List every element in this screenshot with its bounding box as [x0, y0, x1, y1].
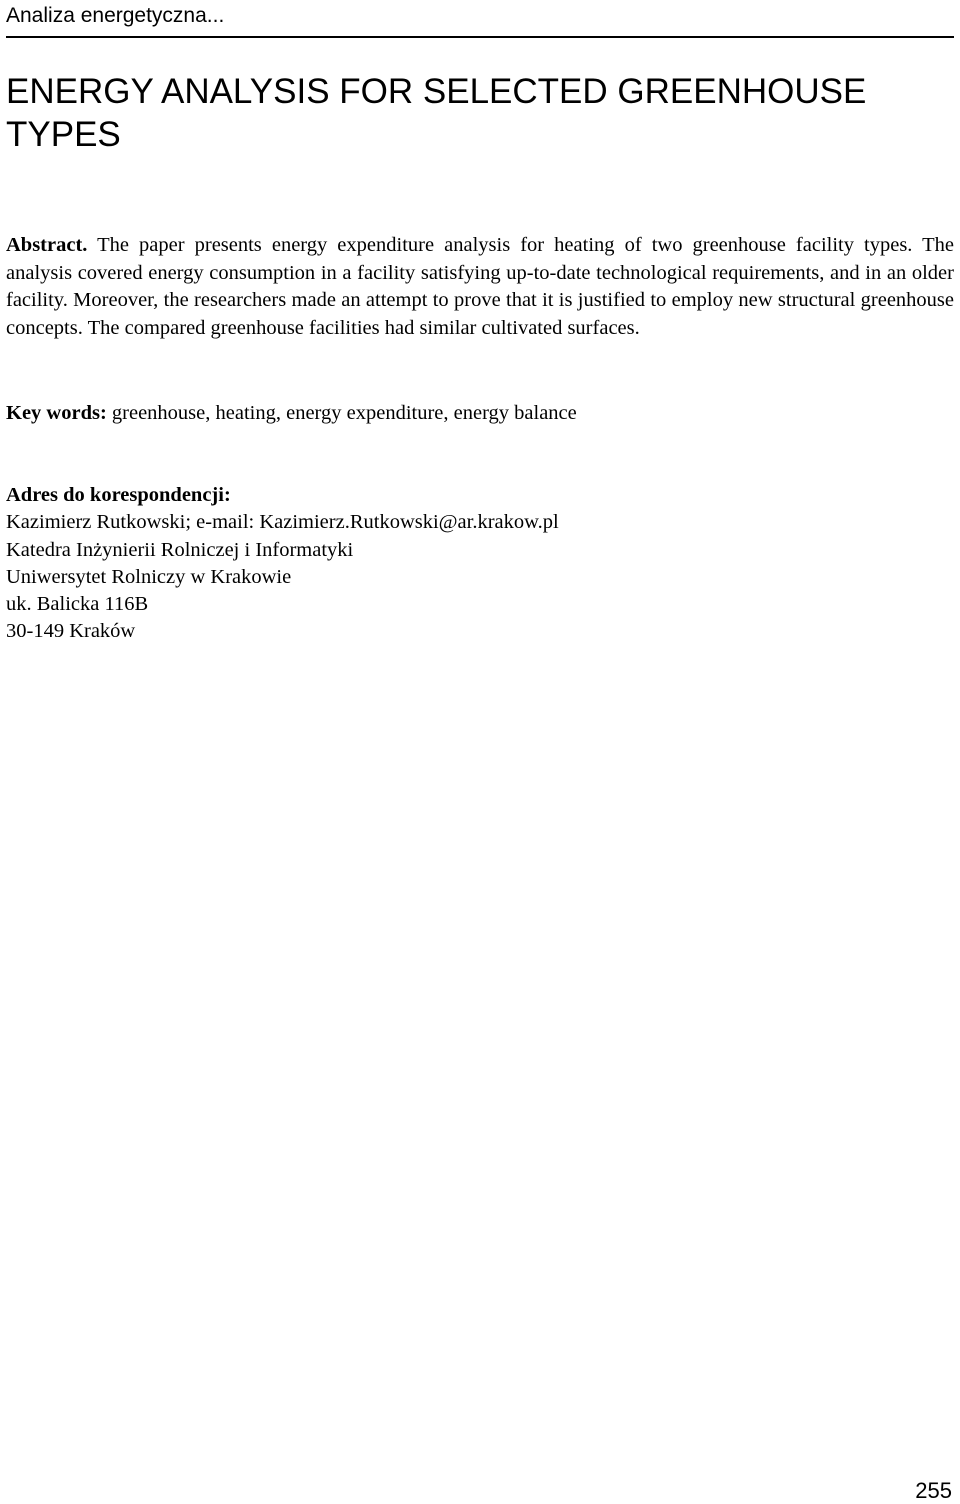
running-header: Analiza energetyczna... [6, 4, 225, 27]
page-number: 255 [915, 1478, 952, 1503]
header-rule [6, 36, 954, 38]
correspondence-label: Adres do korespondencji: [6, 484, 231, 506]
keywords-text: greenhouse, heating, energy expenditure, energy balance [111, 402, 577, 424]
correspondence-author-email: Kazimierz Rutkowski; e-mail: Kazimierz.Rutkowski@ar.krakow.pl [6, 511, 559, 534]
abstract [6, 232, 954, 342]
correspondence-city: 30-149 Kraków [6, 620, 136, 643]
keywords [6, 400, 954, 428]
correspondence-block [6, 482, 954, 646]
abstract-label: Abstract. [6, 234, 88, 256]
correspondence-department: Katedra Inżynierii Rolniczej i Informatyki [6, 538, 354, 561]
keywords-label: Key words: [6, 402, 107, 424]
correspondence-university: Uniwersytet Rolniczy w Krakowie [6, 565, 292, 588]
paper-title: ENERGY ANALYSIS FOR SELECTED GREENHOUSE TYPES [6, 72, 867, 154]
abstract-text: The paper presents energy expenditure analysis for heating of two greenhouse facility types. The analysis covered energy consumption in a facility satisfying up-to-date technological requirements, and in an older facility. Moreover, the researchers made an attempt to prove that it is justified to employ new structural greenhouse concepts. The compared greenhouse facilities had similar cultivated surfaces. [6, 234, 954, 339]
correspondence-street: uk. Balicka 116B [6, 593, 149, 616]
